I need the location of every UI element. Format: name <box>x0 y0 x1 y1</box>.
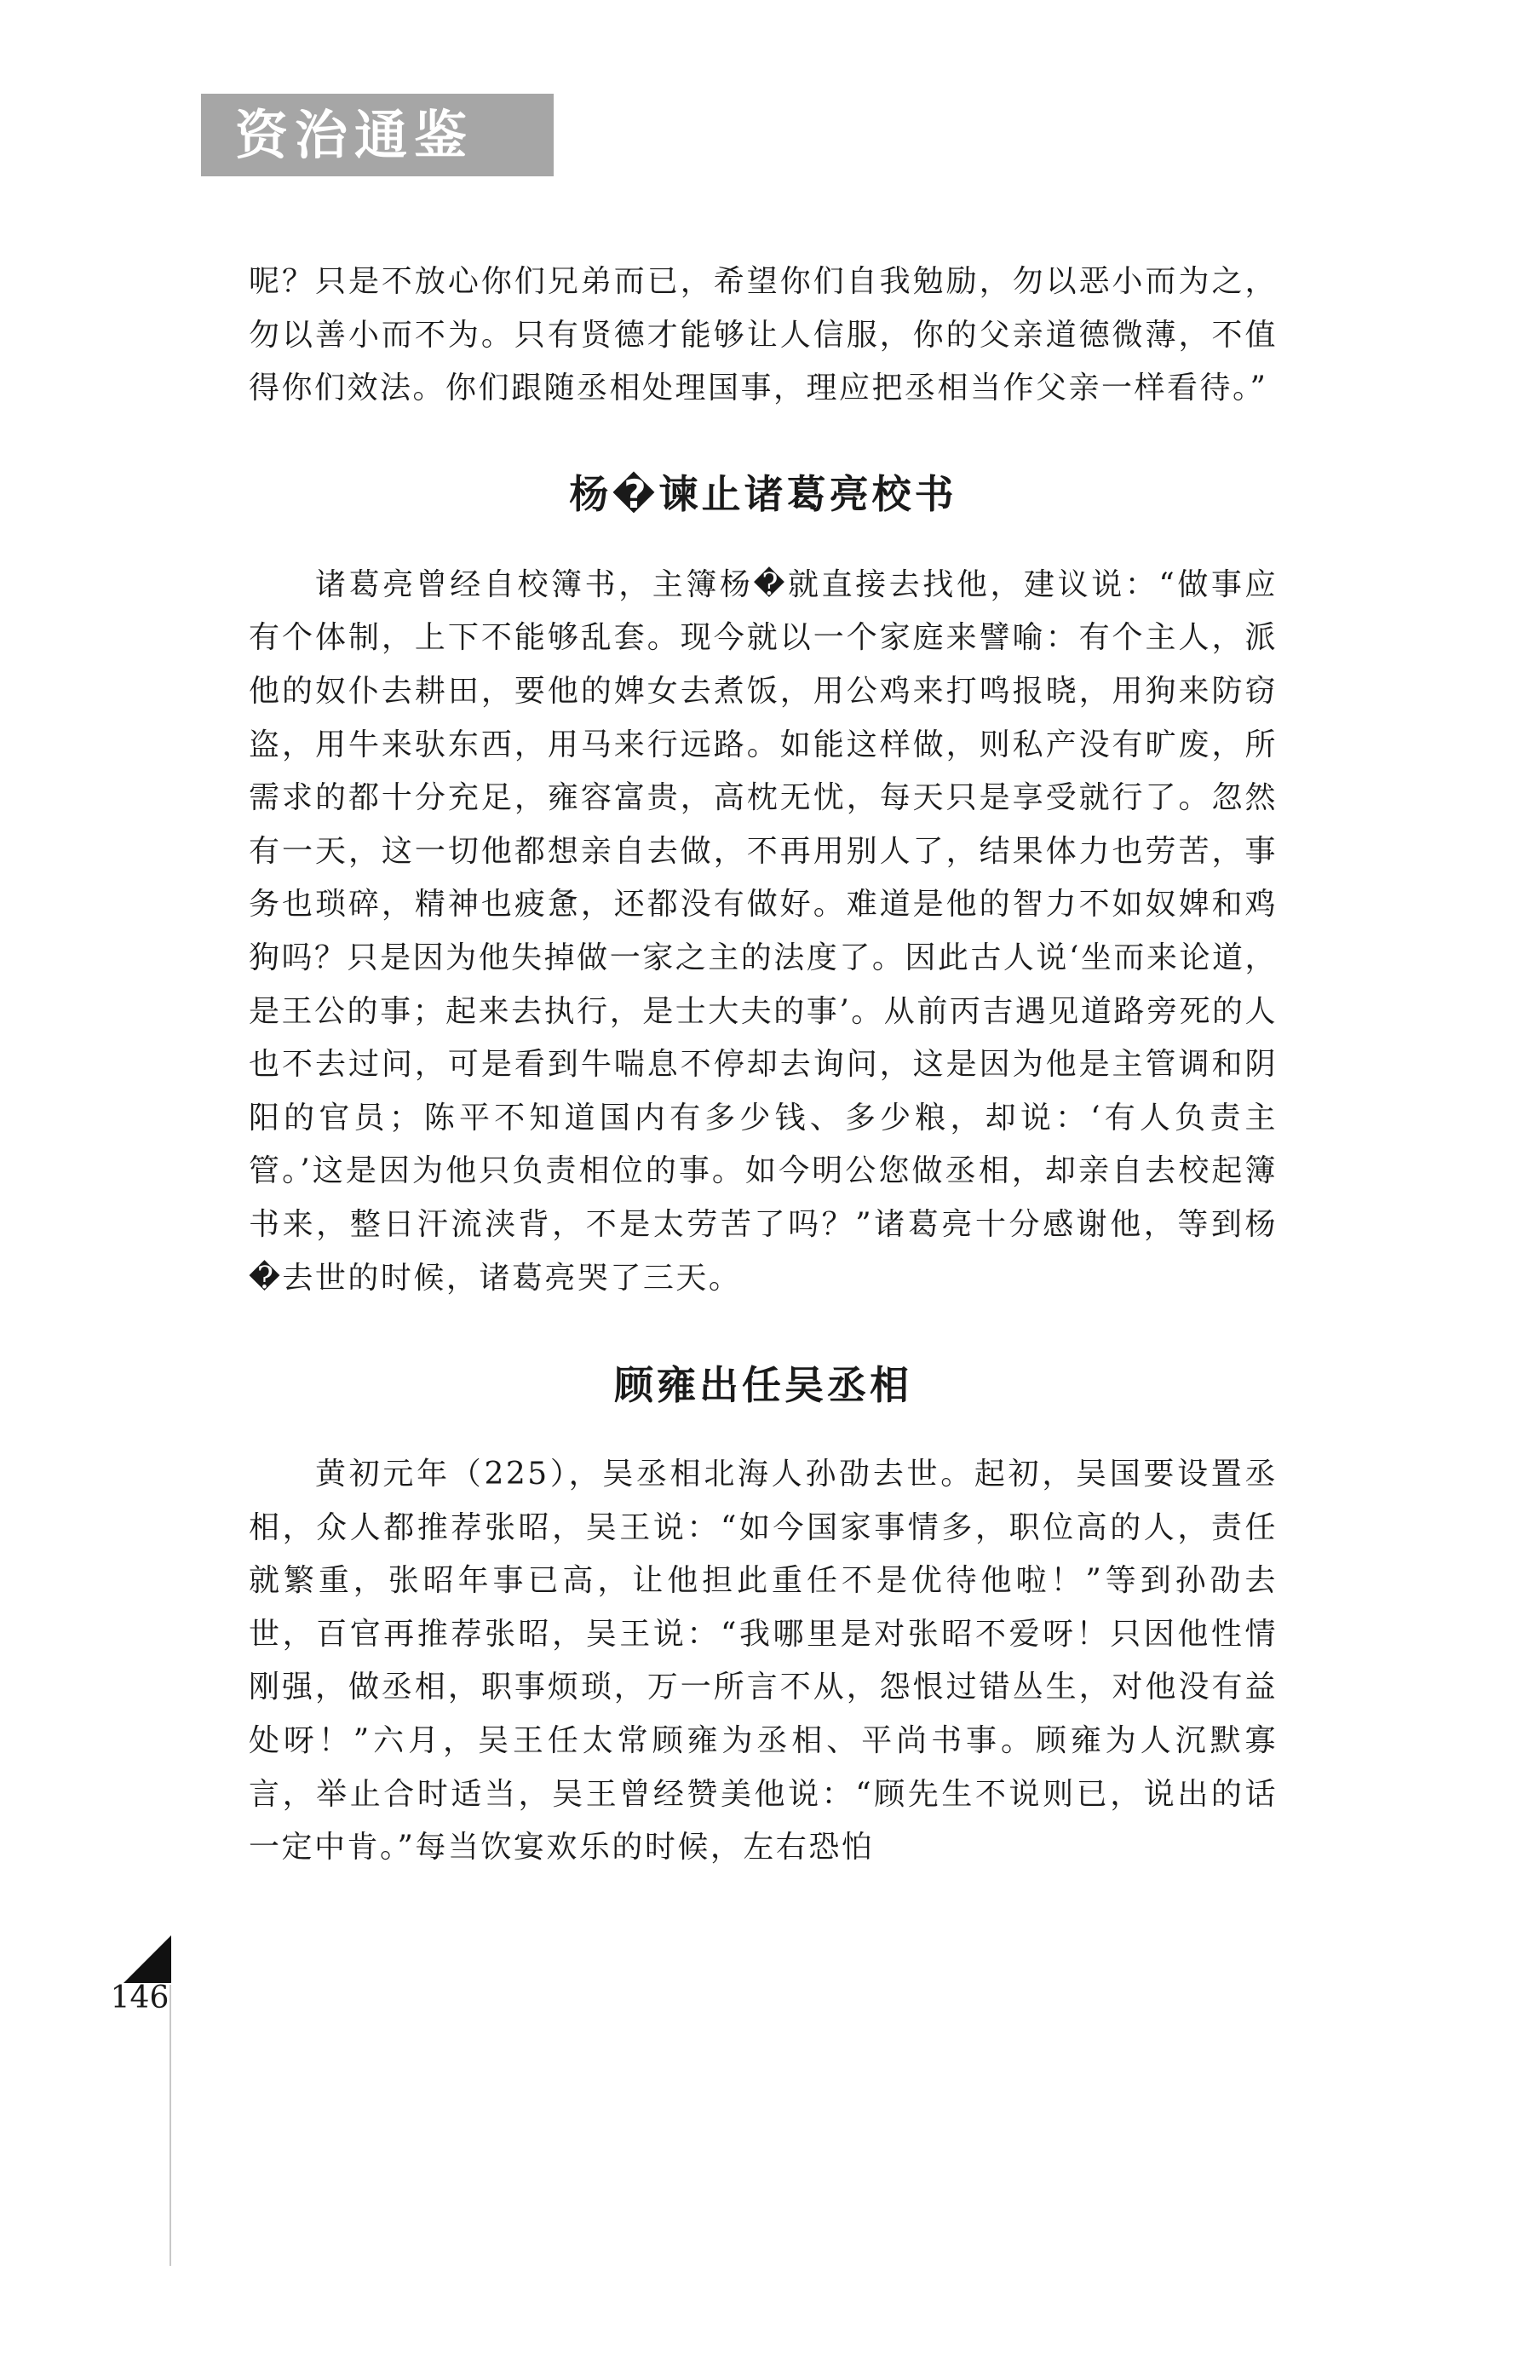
paragraph-continuation: 呢？只是不放心你们兄弟而已，希望你们自我勉励，勿以恶小而为之，勿以善小而不为。只有贤德才能够让人信服，你的父亲道德微薄，不值得你们效法。你们跟随丞相处理国事，理应把丞相当作父亲一样看待。” <box>249 264 1278 406</box>
page-body <box>249 256 1278 1875</box>
page-number: 146 <box>110 1980 170 2015</box>
header-title-block <box>201 94 554 176</box>
margin-rule <box>170 1985 171 2266</box>
section-1-paragraph: 诸葛亮曾经自校簿书，主簿杨�就直接去找他，建议说：“做事应有个体制，上下不能够乱套。现今就以一个家庭来譬喻：有个主人，派他的奴仆去耕田，要他的婢女去煮饭，用公鸡来打鸣报晓，用狗来防窃盗，用牛来驮东西，用马来行远路。如能这样做，则私产没有旷废，所需求的都十分充足，雍容富贵，高枕无忧，每天只是享受就行了。忽然有一天，这一切他都想亲自去做，不再用别人了，结果体力也劳苦，事务也琐碎，精神也疲惫，还都没有做好。难道是他的智力不如奴婢和鸡狗吗？只是因为他失掉做一家之主的法度了。因此古人说‘坐而来论道，是王公的事；起来去执行，是士大夫的事’。从前丙吉遇见道路旁死的人也不去过问，可是看到牛喘息不停却去询问，这是因为他是主管调和阴阳的官员；陈平不知道国内有多少钱、多少粮，却说：‘有人负责主管。’这是因为他只负责相位的事。如今明公您做丞相，却亲自去校起簿书来，整日汗流浃背，不是太劳苦了吗？”诸葛亮十分感谢他，等到杨�去世的时候，诸葛亮哭了三天。 <box>249 566 1278 1296</box>
section-2-paragraph: 黄初元年（225），吴丞相北海人孙劭去世。起初，吴国要设置丞相，众人都推荐张昭，吴王说：“如今国家事情多，职位高的人，责任就繁重，张昭年事已高，让他担此重任不是优待他啦！”等到孙劭去世，百官再推荐张昭，吴王说：“我哪里是对张昭不爱呀！只因他性情刚强，做丞相，职事烦琐，万一所言不从，怨恨过错丛生，对他没有益处呀！”六月，吴王任太常顾雍为丞相、平尚书事。顾雍为人沉默寡言，举止合时适当，吴王曾经赞美他说：“顾先生不说则已，说出的话一定中肯。”每当饮宴欢乐的时候，左右恐怕 <box>249 1457 1278 1865</box>
section-heading-2: 顾雍出任吴丞相 <box>614 1362 912 1409</box>
page-marker-triangle-icon <box>124 1935 171 1983</box>
book-title: 资治通鉴 <box>235 104 474 166</box>
section-heading-1: 杨�谏止诸葛亮校书 <box>569 470 957 517</box>
